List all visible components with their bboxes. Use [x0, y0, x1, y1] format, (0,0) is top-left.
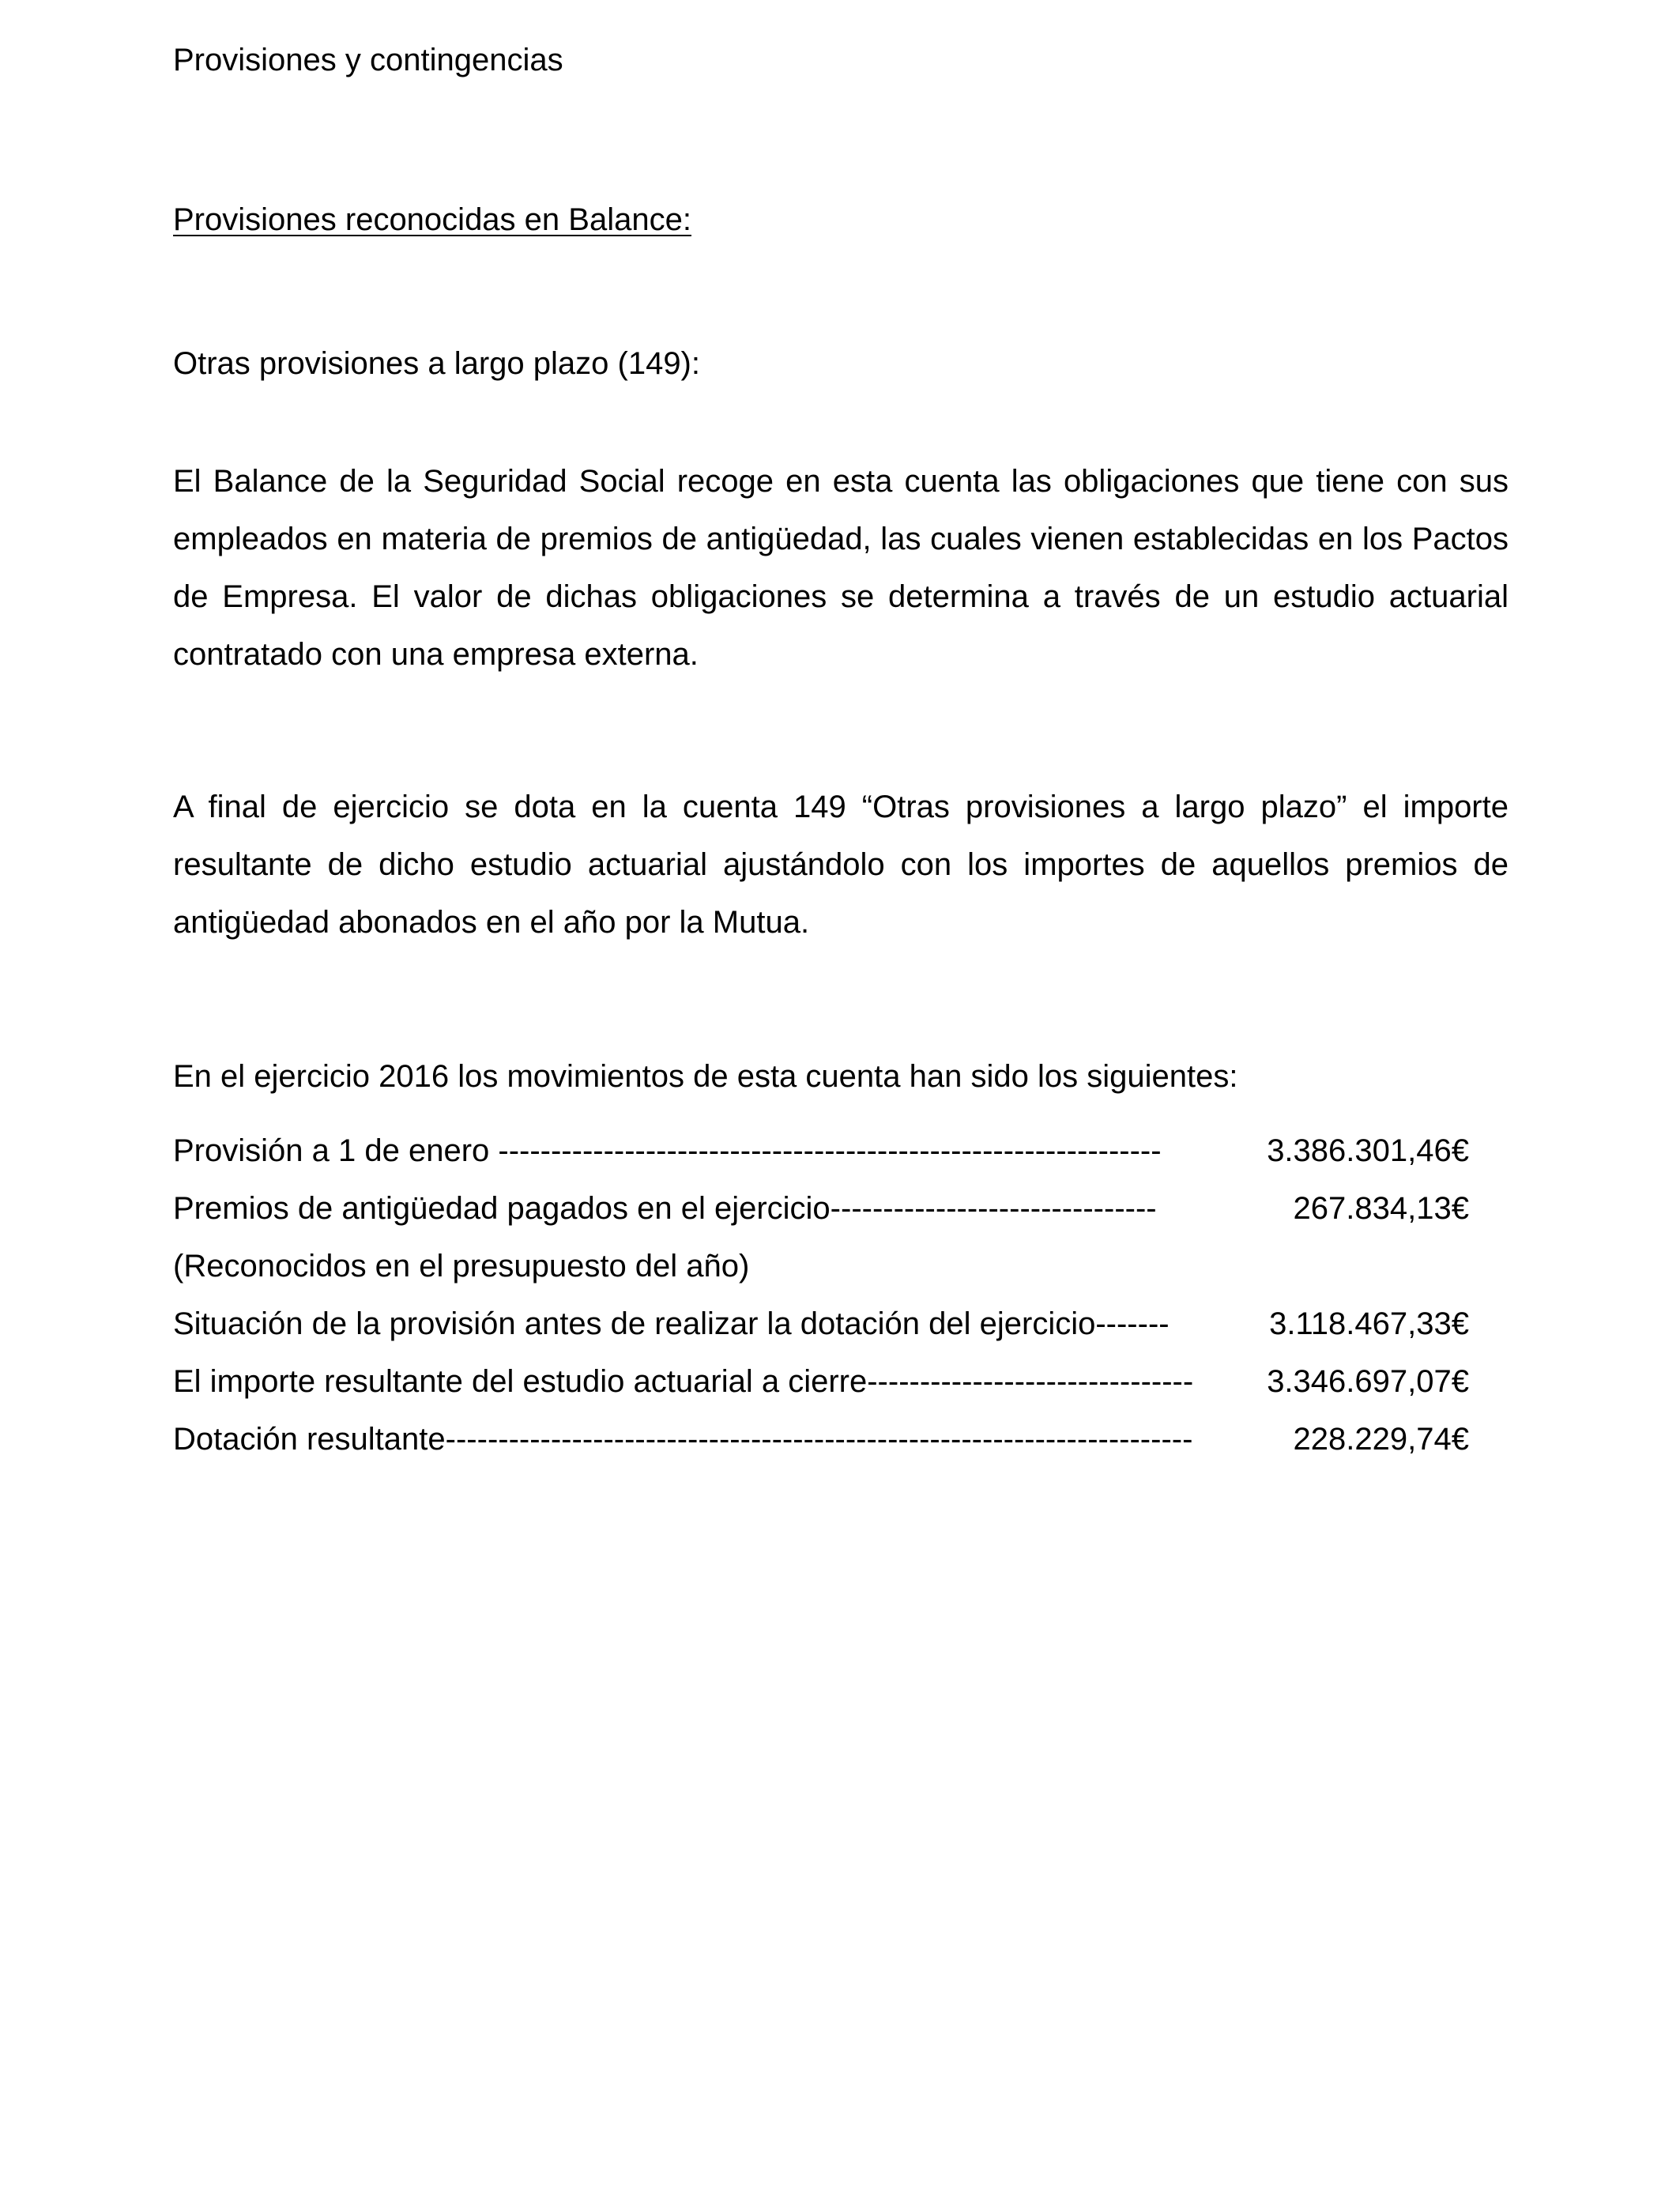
movement-row	[173, 1411, 1469, 1468]
movements-list	[173, 1122, 1469, 1468]
movement-row	[173, 1180, 1469, 1238]
account-subheading: Otras provisiones a largo plazo (149):	[173, 346, 700, 381]
movement-label: Provisión a 1 de enero ---------------------------------------------------------------	[173, 1133, 1162, 1168]
movement-amount: 228.229,74€	[1290, 1411, 1469, 1468]
movement-label: Situación de la provisión antes de realizar la dotación del ejercicio-------	[173, 1306, 1170, 1341]
movement-amount: 3.118.467,33€	[1266, 1295, 1469, 1353]
page-title: Provisiones y contingencias	[173, 43, 563, 77]
movement-row	[173, 1122, 1469, 1180]
movement-label: Premios de antigüedad pagados en el ejercicio-------------------------------	[173, 1191, 1157, 1226]
movement-label: El importe resultante del estudio actuarial a cierre-------------------------------	[173, 1364, 1194, 1399]
paragraph-description: El Balance de la Seguridad Social recoge en esta cuenta las obligaciones que tiene con sus empleados en materia de premios de antigüedad, las cuales vienen establecidas en los Pactos de Empresa. El valor de dichas obligaciones se determina a través de un estudio actuarial contratado con una empresa externa.	[173, 464, 1509, 672]
movement-row	[173, 1353, 1469, 1411]
paragraph-intro: En el ejercicio 2016 los movimientos de esta cuenta han sido los siguientes:	[173, 1059, 1238, 1094]
movement-row	[173, 1295, 1469, 1353]
movement-amount: 267.834,13€	[1290, 1180, 1469, 1238]
movement-amount: 3.386.301,46€	[1264, 1122, 1469, 1180]
movement-row	[173, 1238, 1469, 1295]
movement-label: Dotación resultante-----------------------------------------------------------------------	[173, 1422, 1193, 1457]
movement-amount: 3.346.697,07€	[1264, 1353, 1469, 1411]
movement-label: (Reconocidos en el presupuesto del año)	[173, 1249, 750, 1284]
section-subtitle: Provisiones reconocidas en Balance:	[173, 202, 691, 237]
paragraph-procedure: A final de ejercicio se dota en la cuenta 149 “Otras provisiones a largo plazo” el importe resultante de dicho estudio actuarial ajustándolo con los importes de aquellos premios de antigüedad abonados en el año por la Mutua.	[173, 790, 1509, 940]
